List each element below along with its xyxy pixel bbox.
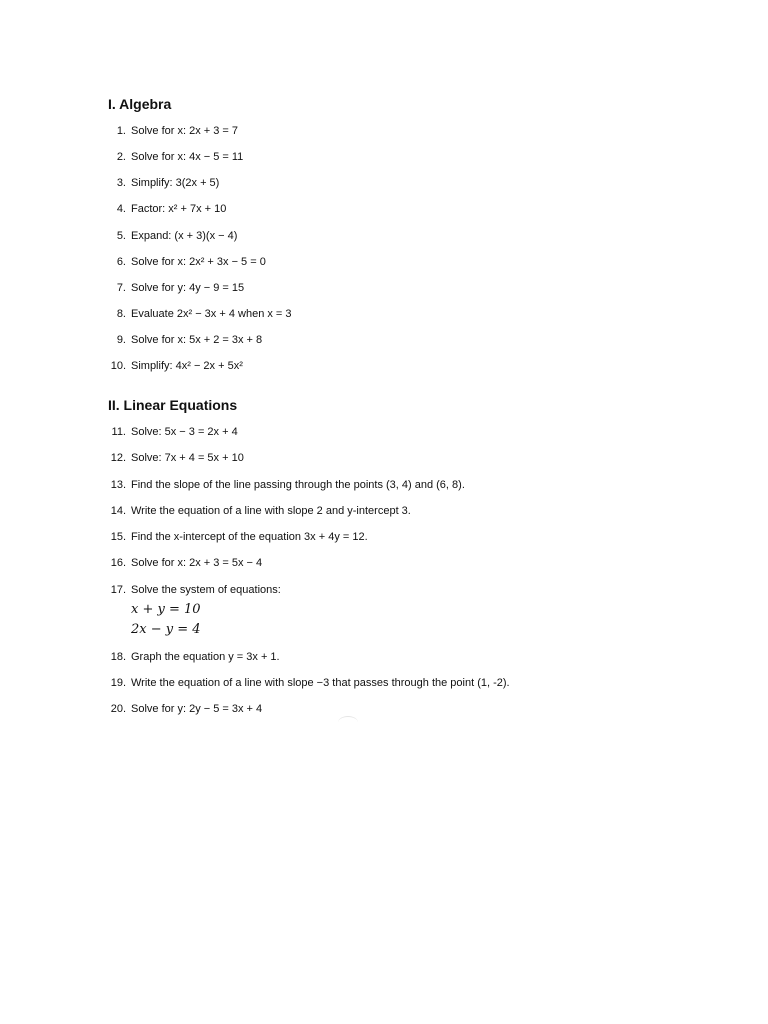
problem-number: 20. [110,703,126,715]
problem-text: Graph the equation y = 3x + 1. [131,651,280,663]
problem-text: Find the x-intercept of the equation 3x + 4y = 12. [131,531,368,543]
problem-number: 18. [110,651,126,663]
section-title-linear-equations: II. Linear Equations [108,397,238,413]
problem-text: Solve for x: 2x² + 3x − 5 = 0 [131,256,266,268]
problem-number: 10. [110,360,126,372]
problem-number: 15. [110,531,126,543]
problem-text: Factor: x² + 7x + 10 [131,203,227,215]
problem-8 [108,305,628,323]
problem-text: Simplify: 4x² − 2x + 5x² [131,360,243,372]
faint-page-mark [338,716,358,729]
problem-number: 5. [116,230,126,242]
problem-11 [108,423,628,441]
problem-text: Solve for x: 2x + 3 = 7 [131,125,239,137]
problem-number: 6. [116,256,126,268]
problem-number: 9. [116,334,126,346]
problem-number: 19. [110,677,126,689]
problem-number: 1. [116,125,126,137]
problem-text: Solve for x: 4x − 5 = 11 [131,151,244,163]
problem-text: Evaluate 2x² − 3x + 4 when x = 3 [131,308,292,320]
problem-number: 16. [110,557,126,569]
problem-text: Solve: 5x − 3 = 2x + 4 [131,426,238,438]
problem-number: 7. [116,282,126,294]
problem-number: 12. [110,452,126,464]
problem-text: Find the slope of the line passing through the points (3, 4) and (6, 8). [131,479,465,491]
problem-4 [108,200,628,218]
system-equation-1: x + y = 10 [131,602,201,617]
problem-19 [108,674,628,692]
problem-6 [108,253,628,271]
problem-text: Write the equation of a line with slope −3 that passes through the point (1, -2). [131,677,510,689]
problem-3 [108,174,628,192]
section-title-algebra: I. Algebra [108,96,172,112]
problem-number: 17. [110,584,126,596]
problem-text: Solve for x: 2x + 3 = 5x − 4 [131,557,263,569]
problem-5 [108,227,628,245]
problem-number: 11. [111,426,126,438]
problem-2 [108,148,628,166]
problem-text: Expand: (x + 3)(x − 4) [131,230,238,242]
problem-text: Simplify: 3(2x + 5) [131,177,220,189]
problem-number: 3. [116,177,126,189]
problem-18 [108,648,628,666]
problem-17 [108,581,628,599]
problem-text: Solve: 7x + 4 = 5x + 10 [131,452,244,464]
problem-20 [108,700,628,718]
problem-text: Solve for x: 5x + 2 = 3x + 8 [131,334,263,346]
problem-15 [108,528,628,546]
problem-number: 4. [116,203,126,215]
system-equation-2: 2x − y = 4 [131,622,201,637]
problem-number: 2. [116,151,126,163]
problem-text: Write the equation of a line with slope 2 and y-intercept 3. [131,505,411,517]
problem-16 [108,554,628,572]
problem-12 [108,449,628,467]
problem-number: 8. [116,308,126,320]
problem-text: Solve the system of equations: [131,584,281,596]
problem-13 [108,476,628,494]
problem-9 [108,331,628,349]
problem-number: 13. [110,479,126,491]
problem-text: Solve for y: 4y − 9 = 15 [131,282,245,294]
problem-7 [108,279,628,297]
problem-14 [108,502,628,520]
problem-10 [108,357,628,375]
problem-1 [108,122,628,140]
problem-number: 14. [110,505,126,517]
problem-text: Solve for y: 2y − 5 = 3x + 4 [131,703,263,715]
